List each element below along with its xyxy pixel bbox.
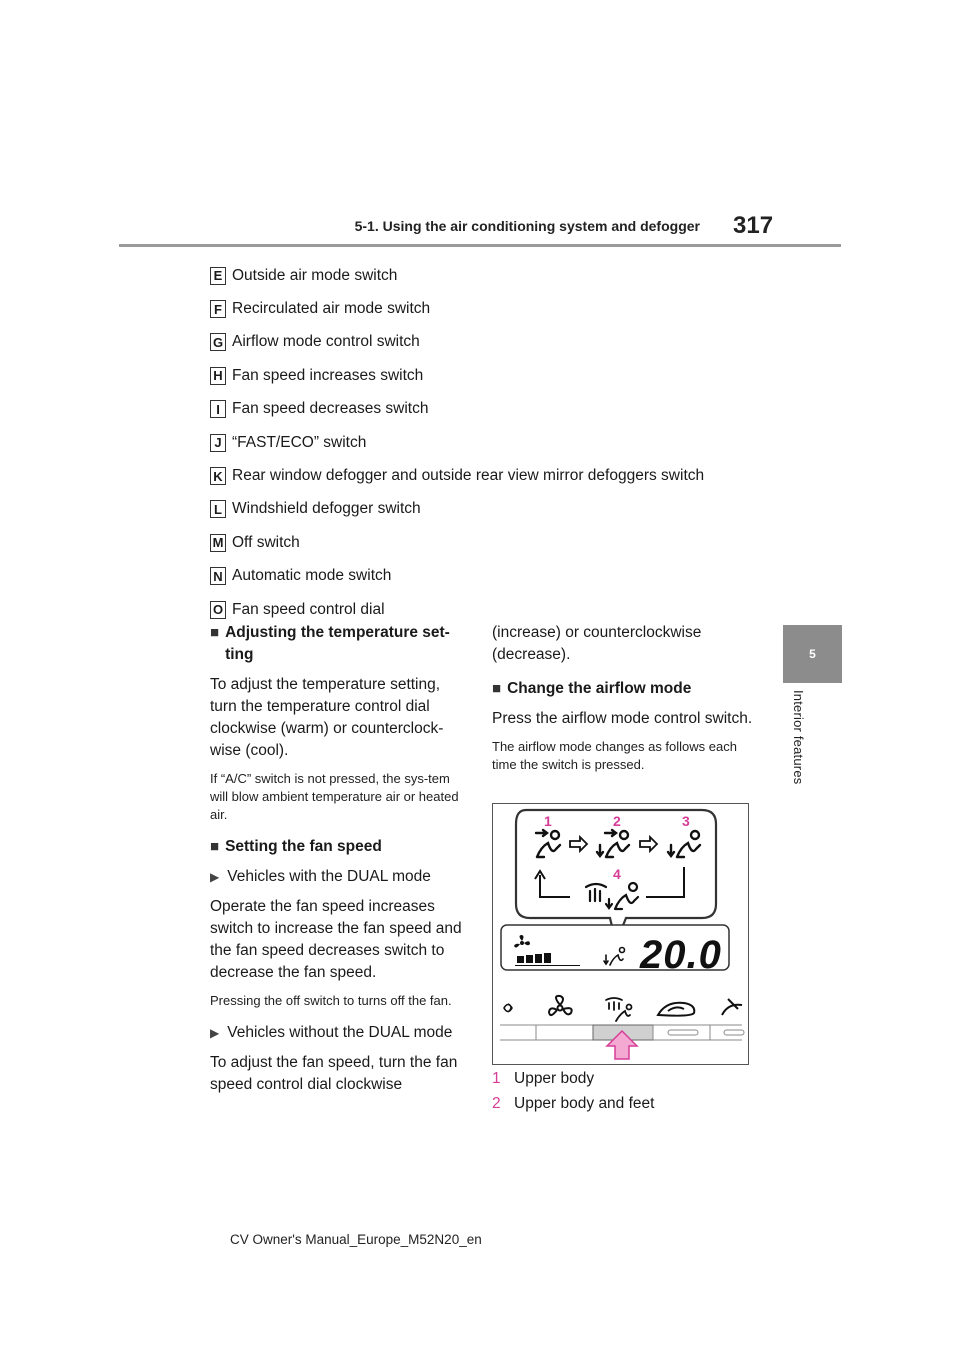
legend-key: E <box>210 267 226 285</box>
legend-text: Airflow mode control switch <box>232 333 420 351</box>
legend-item <box>210 393 704 426</box>
legend-text: Rear window defogger and outside rear view mirror defoggers switch <box>232 467 705 485</box>
airflow-heading <box>492 678 762 700</box>
temperature-body: To adjust the temperature setting, turn the temperature control dial clockwise (warm) or counterclock-wise (cool). <box>210 676 444 759</box>
legend-key: F <box>210 300 226 318</box>
mode-list-number: 2 <box>492 1095 501 1112</box>
fan-speed-heading <box>210 836 470 858</box>
legend-text: Automatic mode switch <box>232 567 392 585</box>
legend-text: Fan speed decreases switch <box>232 400 429 418</box>
side-tab-label: Interior features <box>791 690 806 785</box>
legend-item <box>210 493 704 526</box>
legend-item <box>210 426 704 459</box>
airflow-body: Press the airflow mode control switch. <box>492 710 753 727</box>
triangle-bullet-icon: ▶ <box>210 870 220 884</box>
temperature-heading <box>210 622 470 666</box>
legend-text: Recirculated air mode switch <box>232 300 431 318</box>
legend-key: H <box>210 367 226 385</box>
no-dual-mode-body: To adjust the fan speed, turn the fan speed control dial clockwise <box>210 1054 458 1093</box>
temperature-readout: 20.0 <box>640 933 722 977</box>
header-title: 5-1. Using the air conditioning system and defogger <box>354 218 700 234</box>
square-bullet-icon: ■ <box>210 624 220 641</box>
legend-item <box>210 359 704 392</box>
legend-key: G <box>210 333 226 351</box>
mode-label-4: 4 <box>613 866 621 882</box>
legend-item <box>210 259 704 292</box>
side-tab: 5 <box>783 625 842 683</box>
mode-list-item <box>492 1066 654 1091</box>
mode-label-3: 3 <box>682 813 690 829</box>
left-column <box>210 622 470 1104</box>
fan-speed-continued: (increase) or counterclockwise (decrease). <box>492 624 702 663</box>
legend-key: O <box>210 601 226 619</box>
temperature-heading-line1: Adjusting the temperature set- <box>225 624 450 641</box>
legend-item <box>210 526 704 559</box>
no-dual-mode-subheading-text: Vehicles without the DUAL mode <box>227 1024 453 1041</box>
temperature-heading-line2: ting <box>225 646 254 663</box>
triangle-bullet-icon: ▶ <box>210 1026 220 1040</box>
legend-item <box>210 292 704 325</box>
dual-mode-subheading <box>210 866 470 888</box>
legend-list <box>210 259 704 626</box>
square-bullet-icon: ■ <box>492 680 502 697</box>
legend-key: I <box>210 400 226 418</box>
mode-label-1: 1 <box>544 813 552 829</box>
mode-list-item <box>492 1091 654 1116</box>
legend-text: Fan speed control dial <box>232 600 385 618</box>
temperature-note: If “A/C” switch is not pressed, the sys-tem will blow ambient temperature air or heated air. <box>210 771 459 822</box>
airflow-mode-diagram <box>492 803 749 1065</box>
square-bullet-icon: ■ <box>210 838 220 855</box>
footer-text: CV Owner's Manual_Europe_M52N20_en <box>230 1232 482 1247</box>
legend-text: Windshield defogger switch <box>232 500 421 518</box>
page-number: 317 <box>733 212 774 239</box>
legend-text: Off switch <box>232 533 300 551</box>
mode-list-number: 1 <box>492 1070 501 1087</box>
right-column <box>492 622 762 786</box>
header-rule <box>119 244 841 247</box>
legend-key: M <box>210 534 226 552</box>
legend-key: J <box>210 434 226 452</box>
dual-mode-subheading-text: Vehicles with the DUAL mode <box>227 868 431 885</box>
legend-text: “FAST/ECO” switch <box>232 433 367 451</box>
legend-key: L <box>210 500 226 518</box>
fan-speed-heading-text: Setting the fan speed <box>225 838 382 855</box>
airflow-heading-text: Change the airflow mode <box>507 680 692 697</box>
legend-item <box>210 326 704 359</box>
mode-list-text: Upper body <box>514 1070 595 1087</box>
dual-mode-note: Pressing the off switch to turns off the fan. <box>210 993 452 1008</box>
airflow-mode-list <box>492 1066 654 1116</box>
legend-key: N <box>210 567 226 585</box>
mode-list-text: Upper body and feet <box>514 1095 655 1112</box>
legend-key: K <box>210 467 226 485</box>
legend-item <box>210 560 704 593</box>
legend-text: Outside air mode switch <box>232 266 398 284</box>
dual-mode-body: Operate the fan speed increases switch to increase the fan speed and the fan speed decreases switch to decrease the fan speed. <box>210 898 462 981</box>
mode-label-2: 2 <box>613 813 621 829</box>
legend-text: Fan speed increases switch <box>232 366 424 384</box>
no-dual-mode-subheading <box>210 1022 470 1044</box>
legend-item <box>210 459 704 492</box>
airflow-note: The airflow mode changes as follows each time the switch is pressed. <box>492 739 737 772</box>
